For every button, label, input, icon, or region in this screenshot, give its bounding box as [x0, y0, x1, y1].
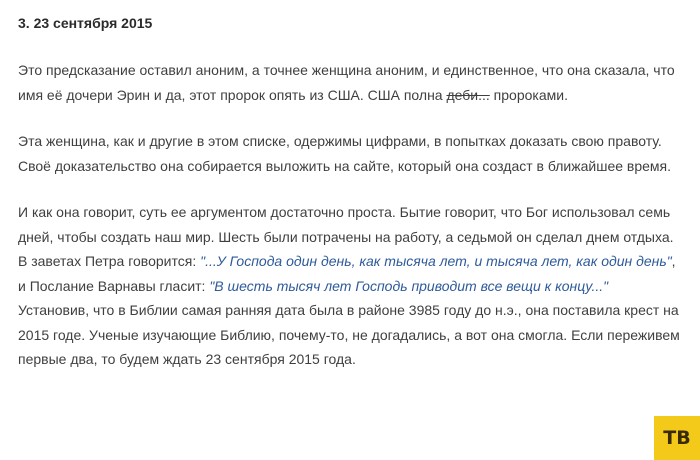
quote-peter: "...У Господа один день, как тысяча лет, и тысяча лет, как один день" [200, 253, 672, 269]
section-heading: 3. 23 сентября 2015 [18, 15, 153, 31]
article [18, 12, 682, 372]
site-logo-badge: ТВ [654, 416, 700, 460]
struck-word: деби... [446, 86, 490, 103]
paragraph-1-text: Это предсказание оставил аноним, а точнее женщина аноним, и единственное, что она сказала, что имя её дочери Эрин и да, этот пророк опять из США. США полна [18, 62, 675, 103]
paragraph-2: Эта женщина, как и другие в этом списке, одержимы цифрами, в попытках доказать свою правоту. Своё доказательство она собирается выложить на сайте, который она создаст в ближайшее время. [18, 133, 672, 174]
paragraph-3-text-b: , и Послание Варнавы гласит: [18, 253, 676, 294]
paragraph-3-text-a: И как она говорит, суть ее аргументом достаточно проста. Бытие говорит, что Бог использовал семь дней, чтобы создать наш мир. Шесть были потрачены на работу, а седьмой он сделал днем отдыха. В заветах Петра говорится: [18, 204, 674, 269]
paragraph-1 [18, 58, 682, 107]
quote-barnabas: "В шесть тысяч лет Господь приводит все вещи к концу..." [209, 277, 609, 294]
paragraph-3-text-c: Установив, что в Библии самая ранняя дата была в районе 3985 году до н.э., она поставила крест на 2015 годе. Ученые изучающие Библию, почему-то, не догадались, а вот она смогла. Если переживем первые два, то будем ждать 23 сентября 2015 года. [18, 302, 680, 367]
paragraph-3 [18, 200, 682, 372]
paragraph-1-end: пророками. [489, 86, 568, 103]
